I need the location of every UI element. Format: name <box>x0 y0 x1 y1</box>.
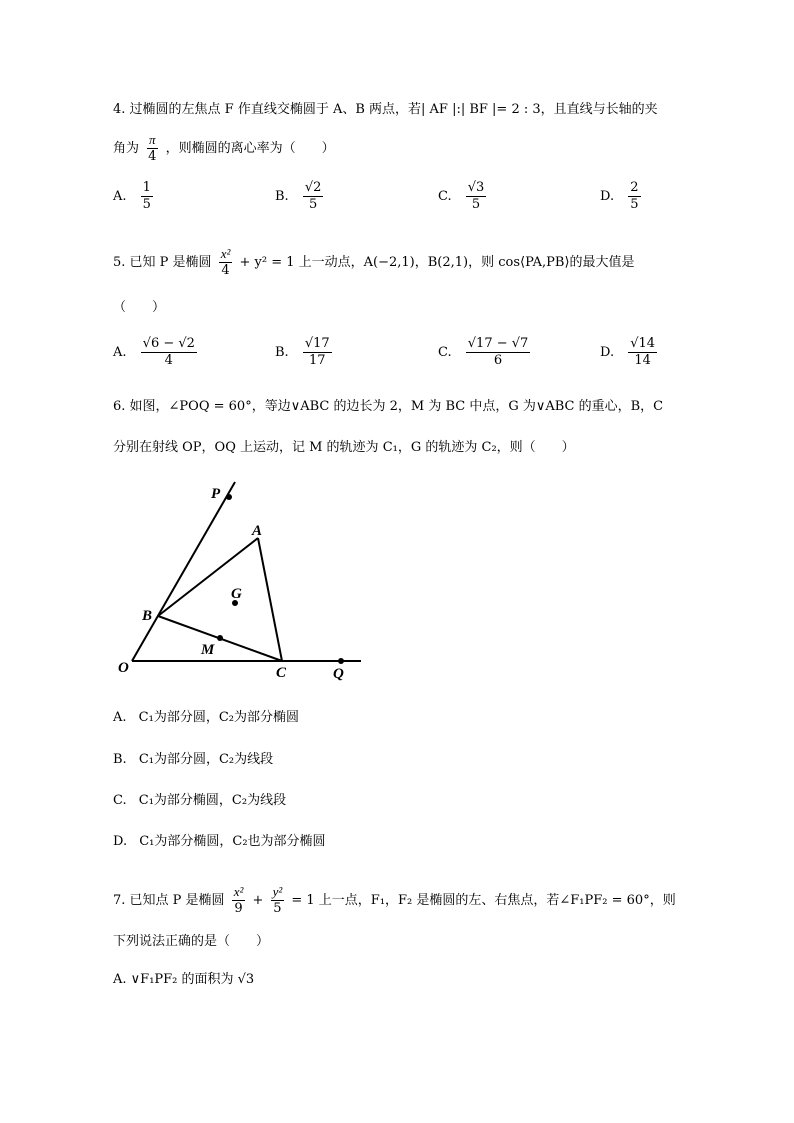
q7-plus: + <box>252 893 264 908</box>
fraction-den: 14 <box>634 353 651 368</box>
option-label: D. <box>600 189 615 204</box>
option-fraction <box>466 336 531 369</box>
option-fraction <box>141 336 197 369</box>
q7-fraction-x <box>232 884 246 917</box>
q5-option-c[interactable] <box>438 336 533 369</box>
fraction-den: 17 <box>308 353 326 368</box>
label-o: O <box>118 660 129 676</box>
fraction-num: √2 <box>304 180 322 195</box>
q5-paren: （ ） <box>113 300 166 315</box>
label-c: C <box>276 665 287 681</box>
label-a: A <box>252 523 263 539</box>
q6-stem-line1: 6. 如图，∠POQ = 60°，等边∨ABC 的边长为 2，M 为 BC 中点，G 为∨ABC 的重心，B，C <box>113 399 664 414</box>
side-ba <box>158 538 258 616</box>
q7-stem-line2: 下列说法正确的是（ ） <box>113 934 270 949</box>
fraction-num: √17 <box>304 336 330 351</box>
option-text: C₁为部分圆，C₂为线段 <box>138 752 274 767</box>
option-fraction <box>628 180 640 213</box>
q4-stem-pre: 角为 <box>113 141 140 156</box>
q6-stem-line2: 分别在射线 OP，OQ 上运动，记 M 的轨迹为 C₁，G 的轨迹为 C₂，则（ ） <box>113 440 575 455</box>
q4-stem-line2 <box>113 132 335 165</box>
q7-x-den: 9 <box>234 901 243 916</box>
q7-y-num: y² <box>272 884 283 899</box>
ray-op <box>132 482 235 661</box>
option-text: C₁为部分椭圆，C₂为线段 <box>138 793 287 808</box>
option-label: B. <box>275 345 289 360</box>
label-b: B <box>142 608 153 624</box>
option-label: C. <box>438 189 452 204</box>
q5-stem-pre: 5. 已知 P 是椭圆 <box>113 255 212 270</box>
label-m: M <box>201 642 215 658</box>
fraction-den: 4 <box>164 353 173 368</box>
q5-ellipse-num: x² <box>220 246 231 261</box>
fraction-den: 6 <box>493 353 503 368</box>
q7-y-den: 5 <box>273 901 282 916</box>
q6-option-a[interactable] <box>113 708 299 728</box>
point-p <box>226 494 232 500</box>
q5-option-d[interactable] <box>600 336 660 369</box>
fraction-den: 5 <box>308 197 318 212</box>
option-fraction <box>303 180 324 213</box>
fraction-num: √3 <box>467 180 485 195</box>
option-label: C. <box>438 345 452 360</box>
option-label: A. <box>113 345 127 360</box>
q6-option-b[interactable] <box>113 750 273 770</box>
q4-stem-line1: 4. 过椭圆的左焦点 F 作直线交椭圆于 A、B 两点，若| AF |:| BF |= 2 : 3，且直线与长轴的夹 <box>113 102 658 117</box>
fraction-num: √17 − √7 <box>467 336 529 351</box>
q5-stem-mid: + y² = 1 上一动点，A(−2,1)，B(2,1)，则 cos⟨PA,PB⟩的最大值是 <box>239 255 635 270</box>
q7-option-a[interactable]: A. ∨F₁PF₂ 的面积为 √3 <box>113 972 255 987</box>
q4-angle-num: π <box>149 132 156 147</box>
q7-stem-post: = 1 上一点，F₁，F₂ 是椭圆的左、右焦点，若∠F₁PF₂ = 60°，则 <box>291 893 676 908</box>
q7-stem-pre: 7. 已知点 P 是椭圆 <box>113 893 225 908</box>
option-fraction <box>303 336 332 369</box>
fraction-den: 5 <box>471 197 481 212</box>
q5-option-a[interactable] <box>113 336 200 369</box>
fraction-num: 2 <box>630 180 639 195</box>
label-g: G <box>231 586 242 602</box>
label-p: P <box>211 486 221 502</box>
label-q: Q <box>333 666 344 682</box>
option-text: C₁为部分圆，C₂为部分椭圆 <box>138 710 299 725</box>
q5-option-b[interactable] <box>275 336 335 369</box>
fraction-den: 5 <box>142 197 151 212</box>
option-label: B. <box>113 752 127 767</box>
option-text: C₁为部分椭圆，C₂也为部分椭圆 <box>139 834 326 849</box>
option-label: D. <box>600 345 615 360</box>
fraction-num: √6 − √2 <box>142 336 195 351</box>
q4-option-a[interactable] <box>113 180 156 213</box>
option-label: D. <box>113 834 128 849</box>
q4-option-d[interactable] <box>600 180 644 213</box>
q4-stem-post: ，则椭圆的离心率为（ ） <box>165 141 335 156</box>
option-label: A. <box>113 710 127 725</box>
q4-angle-den: 4 <box>148 149 157 164</box>
q6-option-c[interactable] <box>113 791 286 811</box>
option-fraction <box>466 180 487 213</box>
q6-figure <box>110 478 370 688</box>
point-m <box>217 635 223 641</box>
fraction-num: √14 <box>630 336 656 351</box>
q4-angle-fraction <box>146 132 158 165</box>
point-q <box>338 658 344 664</box>
q4-option-b[interactable] <box>275 180 326 213</box>
fraction-num: 1 <box>142 180 151 195</box>
q4-option-c[interactable] <box>438 180 489 213</box>
q5-ellipse-fraction <box>219 246 233 279</box>
option-label: C. <box>113 793 127 808</box>
q7-x-num: x² <box>233 884 244 899</box>
q5-ellipse-den: 4 <box>221 263 230 278</box>
side-ac <box>258 538 282 661</box>
fraction-den: 5 <box>630 197 639 212</box>
option-label: A. <box>113 189 127 204</box>
option-fraction <box>628 336 657 369</box>
q7-stem-line1 <box>113 884 676 917</box>
q5-stem-line1 <box>113 246 635 279</box>
option-label: B. <box>275 189 289 204</box>
option-fraction <box>141 180 153 213</box>
q7-fraction-y <box>271 884 285 917</box>
q6-option-d[interactable] <box>113 832 326 852</box>
